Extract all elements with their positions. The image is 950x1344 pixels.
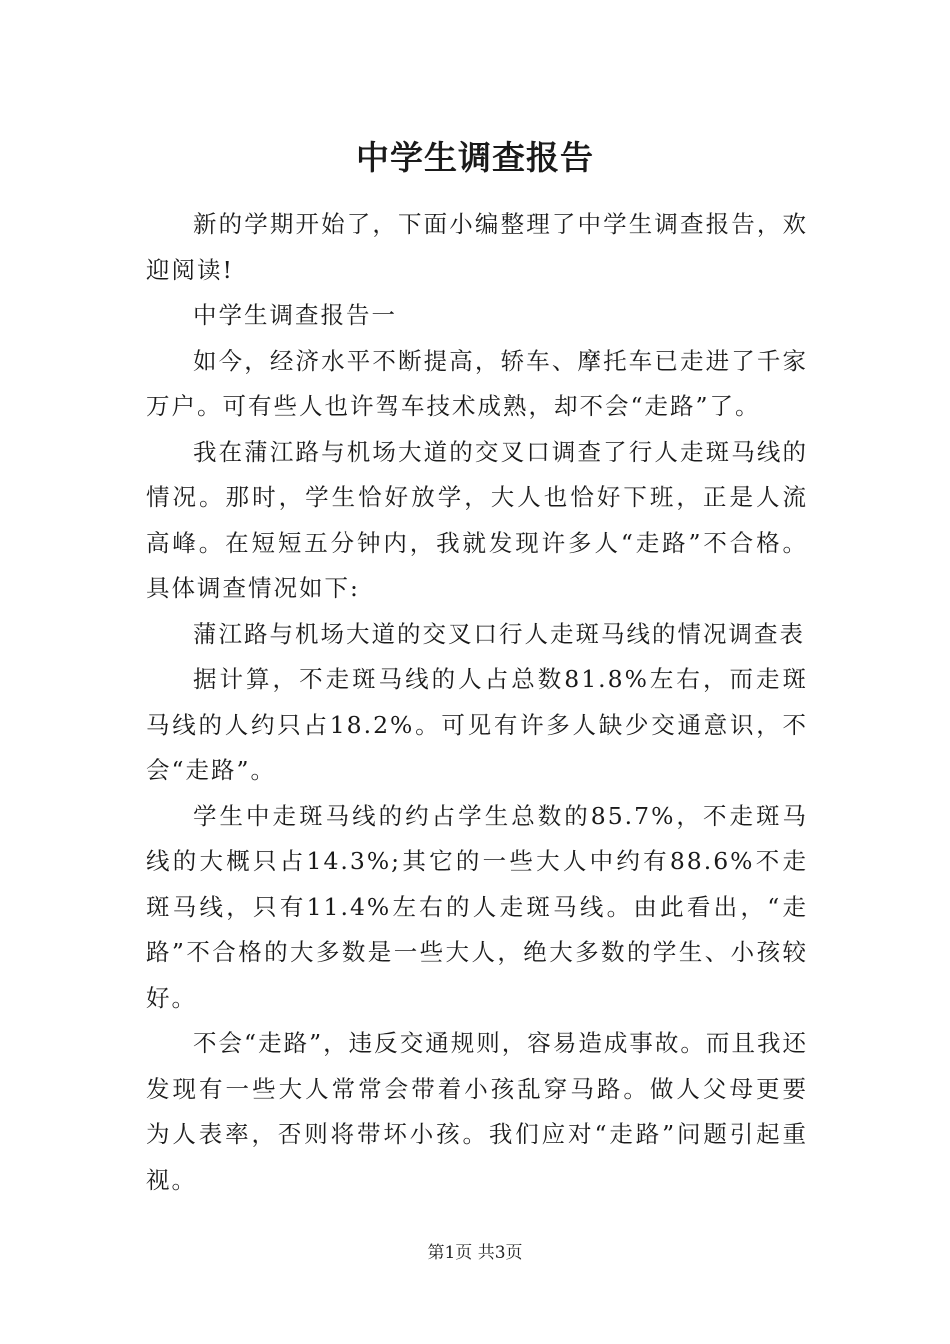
page-title: 中学生调查报告: [356, 138, 594, 177]
paragraph: 不会“走路”，违反交通规则，容易造成事故。而且我还发现有一些大人常常会带着小孩乱穿马路。做人父母更要为人表率，否则将带坏小孩。我们应对“走路”问题引起重视。: [146, 1029, 808, 1194]
page-number: 第1页 共3页: [427, 1243, 523, 1263]
paragraph: 据计算，不走斑马线的人占总数81.8%左右，而走斑马线的人约只占18.2%。可见有许多人缺少交通意识，不会“走路”。: [146, 665, 808, 784]
paragraph: 如今，经济水平不断提高，轿车、摩托车已走进了千家万户。可有些人也许驾车技术成熟，却不会“走路”了。: [146, 346, 808, 420]
document-body: [146, 202, 808, 1203]
section-heading: 中学生调查报告一: [193, 301, 397, 329]
paragraph: 学生中走斑马线的约占学生总数的85.7%，不走斑马线的大概只占14.3%;其它的一些大人中约有88.6%不走斑马线，只有11.4%左右的人走斑马线。由此看出，“走路”不合格的大多数是一些大人，绝大多数的学生、小孩较好。: [146, 801, 808, 1012]
paragraph: 我在蒲江路与机场大道的交叉口调查了行人走斑马线的情况。那时，学生恰好放学，大人也恰好下班，正是人流高峰。在短短五分钟内，我就发现许多人“走路”不合格。具体调查情况如下:: [146, 437, 808, 602]
paragraph-intro: 新的学期开始了，下面小编整理了中学生调查报告，欢迎阅读!: [146, 210, 808, 284]
table-caption: 蒲江路与机场大道的交叉口行人走斑马线的情况调查表: [193, 619, 805, 648]
